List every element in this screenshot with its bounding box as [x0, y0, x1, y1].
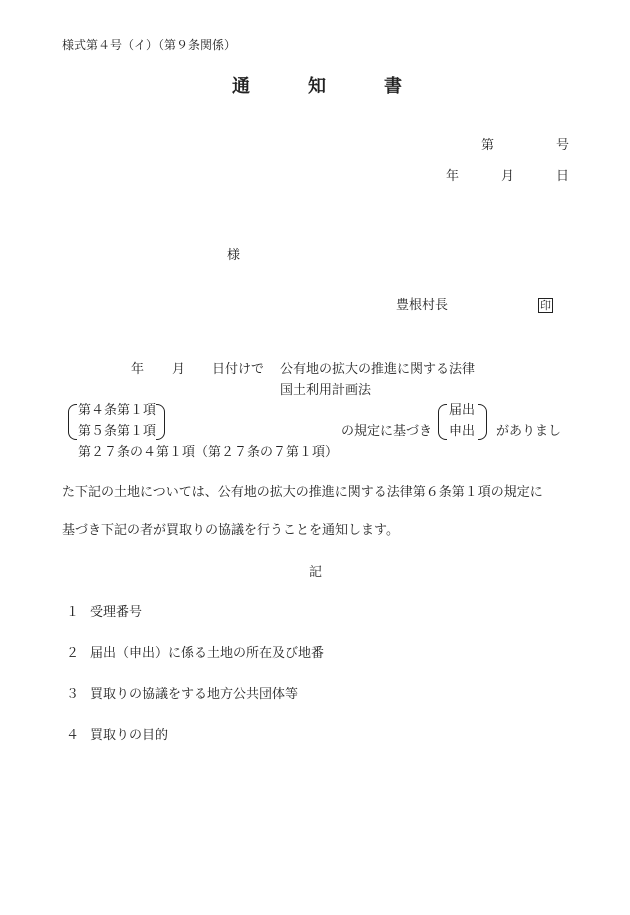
- body-line-1: た下記の土地については、公有地の拡大の推進に関する法律第６条第１項の規定に: [62, 485, 543, 500]
- article-option-3: 第２７条の４第１項（第２７条の７第１項）: [78, 445, 339, 460]
- seal-mark: 印: [540, 299, 551, 312]
- title-char-2: 知: [308, 76, 326, 97]
- article-option-2: 第５条第１項: [78, 424, 157, 439]
- date-month: 月: [501, 169, 515, 184]
- date-year: 年: [446, 169, 460, 184]
- item-label: 買取りの協議をする地方公共団体等: [90, 687, 299, 702]
- item-number: ３: [66, 687, 80, 702]
- number-suffix: 号: [556, 138, 570, 153]
- received-text: がありまし: [496, 424, 562, 439]
- left-brace-open: [68, 404, 77, 440]
- item-number: ４: [66, 728, 80, 743]
- ki-heading: 記: [309, 565, 323, 580]
- body-date-suffix: 日付けで: [212, 362, 265, 377]
- title-char-1: 通: [232, 76, 250, 97]
- number-prefix: 第: [481, 138, 495, 153]
- type-option-1: 届出: [449, 403, 476, 418]
- law-option-1: 公有地の拡大の推進に関する法律: [280, 362, 476, 377]
- right-brace-open: [438, 404, 447, 440]
- title-char-3: 書: [384, 76, 402, 97]
- sender-name: 豊根村長: [396, 298, 449, 313]
- based-on-text: の規定に基づき: [341, 424, 433, 439]
- body-date-year: 年: [131, 362, 145, 377]
- law-option-2: 国土利用計画法: [280, 383, 372, 398]
- form-number: 様式第４号（イ）（第９条関係）: [62, 38, 237, 52]
- right-brace-close: [478, 404, 487, 440]
- item-label: 届出（申出）に係る土地の所在及び地番: [90, 646, 325, 661]
- date-day: 日: [556, 169, 570, 184]
- body-line-2: 基づき下記の者が買取りの協議を行うことを通知します。: [62, 523, 399, 538]
- body-date-month: 月: [172, 362, 186, 377]
- item-number: １: [66, 605, 80, 620]
- item-label: 受理番号: [90, 605, 143, 620]
- item-number: ２: [66, 646, 80, 661]
- addressee-suffix: 様: [227, 248, 241, 263]
- article-option-1: 第４条第１項: [78, 403, 157, 418]
- item-label: 買取りの目的: [90, 728, 169, 743]
- left-brace-close: [156, 404, 165, 440]
- type-option-2: 申出: [449, 424, 476, 439]
